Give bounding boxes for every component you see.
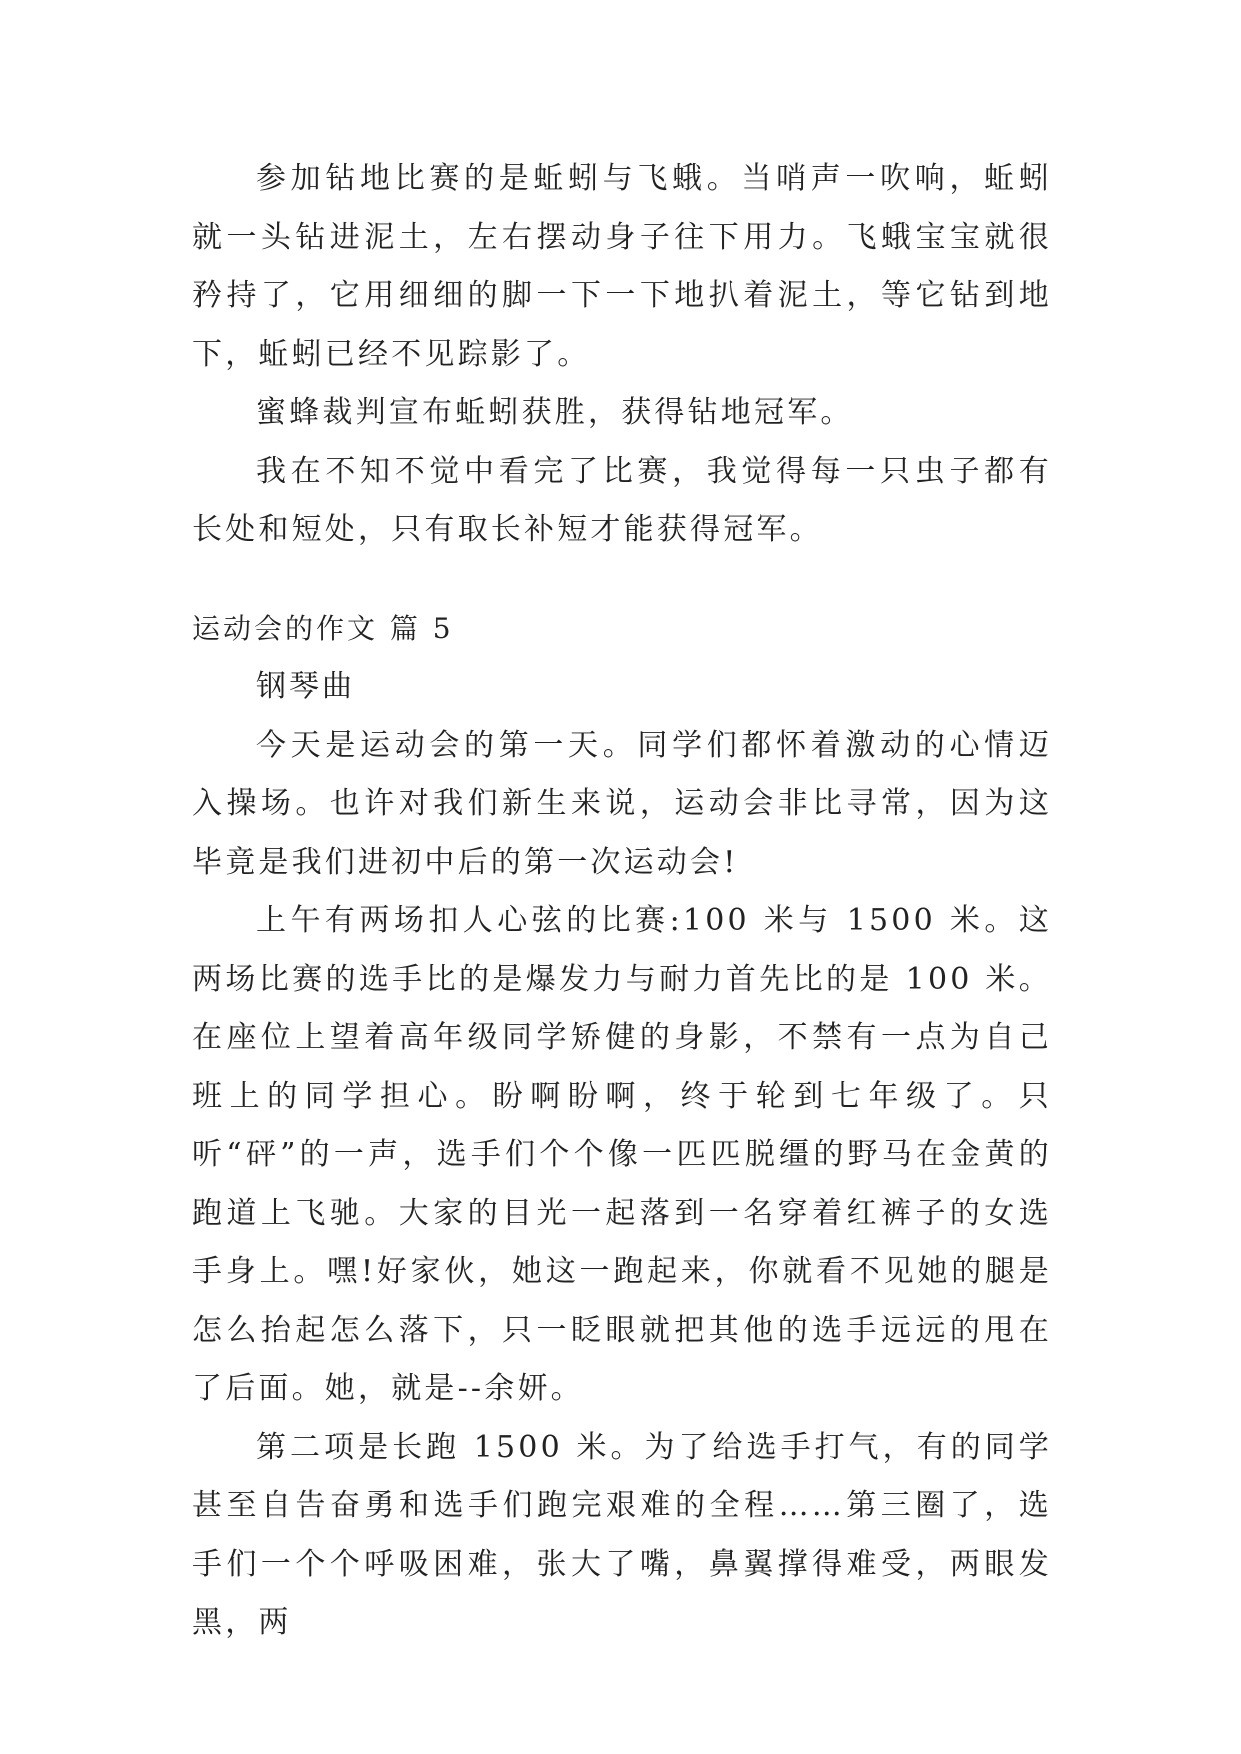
document-body: [192, 150, 1052, 1653]
paragraph-first-day: 今天是运动会的第一天。同学们都怀着激动的心情迈入操场。也许对我们新生来说，运动会非比寻常，因为这毕竟是我们进初中后的第一次运动会!: [192, 727, 1052, 880]
paragraph-referee-result: 蜜蜂裁判宣布蚯蚓获胜，获得钻地冠军。: [256, 395, 854, 430]
paragraph-long-run: 第二项是长跑 1500 米。为了给选手打气，有的同学甚至自告奋勇和选手们跑完艰难的全程……第三圈了，选手们一个个呼吸困难，张大了嘴，鼻翼撑得难受，两眼发黑，两: [192, 1429, 1052, 1640]
section-heading: 运动会的作文 篇 5: [192, 611, 454, 645]
paragraph-morning-races: 上午有两场扣人心弦的比赛:100 米与 1500 米。这两场比赛的选手比的是爆发力与耐力首先比的是 100 米。在座位上望着高年级同学矫健的身影，不禁有一点为自己班上的同学担心。盼啊盼啊，终于轮到七年级了。只听“砰”的一声，选手们个个像一匹匹脱缰的野马在金黄的跑道上飞驰。大家的目光一起落到一名穿着红裤子的女选手身上。嘿!好家伙，她这一跑起来，你就看不见她的腿是怎么抬起怎么落下，只一眨眼就把其他的选手远远的甩在了后面。她，就是--余妍。: [192, 903, 1052, 1406]
section-subtitle: 钢琴曲: [256, 669, 355, 704]
paragraph-earthworm-race: 参加钻地比赛的是蚯蚓与飞蛾。当哨声一吹响，蚯蚓就一头钻进泥土，左右摆动身子往下用力。飞蛾宝宝就很矜持了，它用细细的脚一下一下地扒着泥土，等它钻到地下，蚯蚓已经不见踪影了。: [192, 161, 1052, 372]
paragraph-conclusion: 我在不知不觉中看完了比赛，我觉得每一只虫子都有长处和短处，只有取长补短才能获得冠军。: [192, 453, 1052, 547]
